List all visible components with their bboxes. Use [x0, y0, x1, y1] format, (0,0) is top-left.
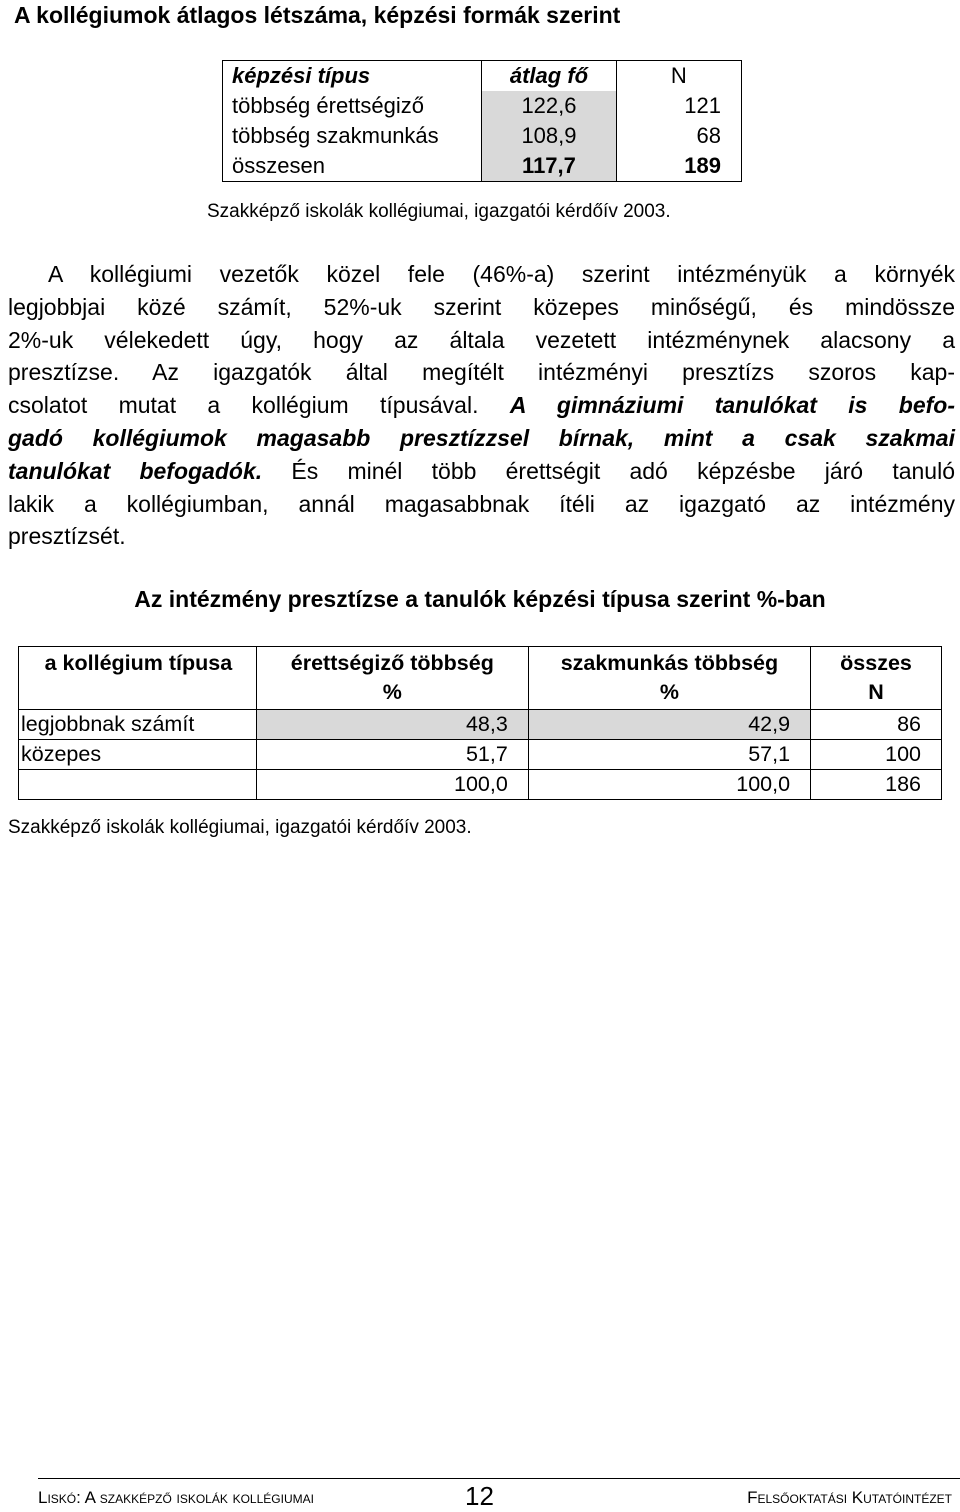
paragraph-line: legjobbjai közé számít, 52%-uk szerint közepes minőségű, és mindössze [8, 293, 955, 320]
table2-header-total: összes N [811, 647, 942, 710]
table1-header-type: képzési típus [223, 61, 482, 92]
table2-cell-type [19, 770, 257, 800]
table2-cell-total: 86 [811, 710, 942, 740]
table-row [223, 91, 742, 121]
table2-cell-total: 186 [811, 770, 942, 800]
table1-header-n: N [616, 61, 741, 92]
table2-source: Szakképző iskolák kollégiumai, igazgatói kérdőív 2003. [8, 817, 472, 838]
paragraph-line [8, 389, 955, 422]
table2-header-row [19, 647, 942, 710]
table1-header-avg: átlag fő [482, 61, 616, 92]
table2-cell-total: 100 [811, 740, 942, 770]
table2-cell-matura: 48,3 [256, 710, 528, 740]
table2-cell-matura: 100,0 [256, 770, 528, 800]
footer-rule [38, 1478, 960, 1479]
table1-cell-avg: 117,7 [482, 151, 616, 182]
table1-cell-avg: 122,6 [482, 91, 616, 121]
table1-cell-n: 189 [616, 151, 741, 182]
table1-cell-n: 68 [616, 121, 741, 151]
table2-cell-type: közepes [19, 740, 257, 770]
paragraph-emphasis: A gimnáziumi tanulókat is befo- [509, 392, 955, 419]
table-row [223, 121, 742, 151]
paragraph-line: presztízsét. [8, 523, 126, 550]
paragraph-line: A kollégiumi vezetők közel fele (46%-a) szerint intézményük a környék [48, 261, 955, 287]
footer-institute: Felsőoktatási Kutatóintézet [747, 1488, 952, 1507]
paragraph-text: És minél több érettségit adó képzésbe járó tanuló [291, 457, 955, 484]
table1-title: A kollégiumok átlagos létszáma, képzési formák szerint [14, 2, 621, 28]
table2-cell-vocational: 42,9 [528, 710, 810, 740]
paragraph-emphasis: tanulókat befogadók. [8, 457, 263, 484]
paragraph-line: lakik a kollégiumban, annál magasabbnak ítéli az igazgató az intézmény [8, 490, 955, 517]
footer-author-title: Liskó: A szakképző iskolák kollégiumai [38, 1488, 314, 1507]
table2-title: Az intézmény presztízse a tanulók képzési típusa szerint %-ban [134, 586, 826, 612]
paragraph-line: presztízse. Az igazgatók által megítélt intézményi presztízs szoros kap- [8, 359, 955, 386]
table1-cell-avg: 108,9 [482, 121, 616, 151]
paragraph-emphasis: gadó kollégiumok magasabb presztízzsel bírnak, mint a csak szakmai [8, 424, 955, 451]
table1-cell-type: többség szakmunkás [223, 121, 482, 151]
table2-cell-vocational: 57,1 [528, 740, 810, 770]
table1-header-row [223, 61, 742, 92]
table-row [223, 151, 742, 182]
table1-source: Szakképző iskolák kollégiumai, igazgatói kérdőív 2003. [207, 201, 671, 222]
table2-header-matura: érettségiző többség % [256, 647, 528, 710]
paragraph-line [8, 422, 955, 455]
table2-header-vocational: szakmunkás többség % [528, 647, 810, 710]
table1-cell-type: többség érettségiző [223, 91, 482, 121]
paragraph-text: csolatot mutat a kollégium típusával. [8, 392, 479, 419]
table2-cell-type: legjobbnak számít [19, 710, 257, 740]
body-paragraph [8, 258, 955, 553]
table-prestige [18, 646, 942, 800]
table-row [19, 770, 942, 800]
table1-cell-n: 121 [616, 91, 741, 121]
table2-cell-matura: 51,7 [256, 740, 528, 770]
paragraph-line [8, 455, 955, 488]
table-average-size [222, 60, 742, 182]
table2-cell-vocational: 100,0 [528, 770, 810, 800]
table-row [19, 710, 942, 740]
table1-cell-type: összesen [223, 151, 482, 182]
table-row [19, 740, 942, 770]
table2-header-type: a kollégium típusa [19, 647, 257, 710]
paragraph-line: 2%-uk vélekedett úgy, hogy az általa vezetett intézménynek alacsony a [8, 326, 955, 353]
page-number: 12 [465, 1481, 494, 1511]
